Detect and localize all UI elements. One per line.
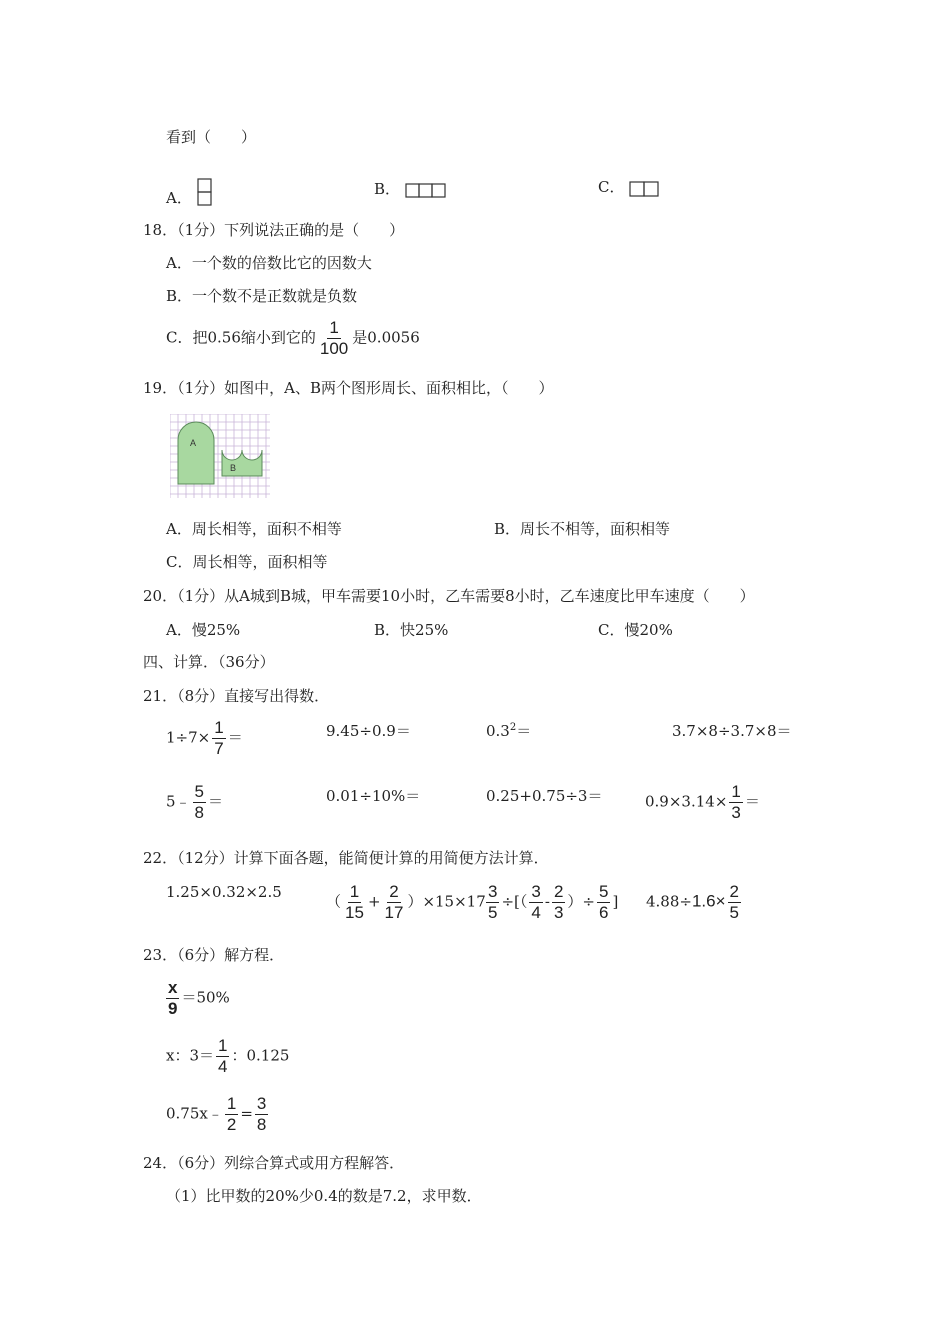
denominator: 17 bbox=[384, 903, 404, 922]
q21-expr-2: 9.45÷0.9＝ bbox=[326, 722, 411, 740]
fraction bbox=[225, 1094, 238, 1135]
fraction bbox=[383, 882, 406, 923]
expr-text: 1÷7× bbox=[166, 728, 211, 747]
denominator: 4 bbox=[218, 1057, 228, 1076]
expr-text: ）÷ bbox=[567, 892, 595, 911]
q21-expr-8 bbox=[645, 782, 760, 823]
fraction bbox=[486, 882, 499, 923]
fraction bbox=[318, 318, 350, 359]
view-three-squares-row-icon bbox=[405, 183, 449, 199]
shape-b-label: B bbox=[230, 463, 237, 473]
section-heading: 四、计算．（36分） bbox=[143, 653, 275, 671]
q20-stem: 20．（1分）从A城到B城，甲车需要10小时，乙车需要8小时，乙车速度比甲车速度（ ） bbox=[143, 587, 755, 605]
numerator: 3 bbox=[256, 1094, 267, 1113]
numerator: 2 bbox=[729, 882, 739, 901]
expr-text: 0.9×3.14× bbox=[645, 792, 728, 811]
expr-text: 1.6× bbox=[691, 891, 726, 911]
expr-text: 0.3 bbox=[486, 722, 510, 740]
q20-option-c[interactable]: C．慢20% bbox=[598, 621, 673, 639]
view-two-squares-row-icon bbox=[629, 181, 661, 197]
option-label: A． bbox=[166, 189, 192, 207]
denominator: 5 bbox=[488, 903, 498, 922]
fraction bbox=[216, 1036, 229, 1077]
expr-text: ＝ bbox=[744, 792, 760, 811]
q19-option-a[interactable]: A．周长相等，面积不相等 bbox=[166, 520, 342, 538]
fraction bbox=[529, 882, 542, 923]
numerator: 1 bbox=[349, 882, 360, 901]
q22-expr-3 bbox=[484, 882, 618, 923]
view-vertical-two-squares-icon bbox=[197, 178, 213, 208]
q18-stem: 18．（1分）下列说法正确的是（ ） bbox=[143, 221, 405, 239]
numerator: 3 bbox=[488, 882, 498, 901]
numerator: 1 bbox=[731, 782, 741, 801]
expr-text: ＝ bbox=[516, 722, 532, 740]
q23-stem: 23．（6分）解方程． bbox=[143, 946, 285, 964]
denominator: 9 bbox=[168, 999, 178, 1018]
q18-option-a[interactable]: A．一个数的倍数比它的因数大 bbox=[166, 254, 372, 272]
q23-equation-1 bbox=[164, 978, 230, 1019]
q23-equation-3 bbox=[166, 1094, 270, 1135]
denominator: 3 bbox=[553, 903, 564, 922]
expr-text: ÷[（ bbox=[501, 892, 528, 911]
fraction bbox=[597, 882, 610, 923]
q21-expr-7: 0.25+0.75÷3＝ bbox=[486, 787, 603, 805]
fraction bbox=[728, 882, 741, 923]
q17-option-a[interactable] bbox=[166, 178, 213, 208]
numerator: 1 bbox=[226, 1094, 237, 1113]
q19-option-c[interactable]: C．周长相等，面积相等 bbox=[166, 553, 328, 571]
expr-text: 5﹣ bbox=[166, 792, 191, 811]
option-c-prefix: C．把0.56缩小到它的 bbox=[166, 328, 316, 347]
denominator: 4 bbox=[531, 903, 541, 922]
fraction bbox=[552, 882, 565, 923]
fraction bbox=[255, 1094, 268, 1135]
expr-text: ] bbox=[612, 892, 619, 911]
q19-grid-figure bbox=[170, 414, 270, 498]
denominator: 3 bbox=[731, 803, 741, 822]
q21-expr-6: 0.01÷10%＝ bbox=[326, 787, 421, 805]
numerator: 5 bbox=[194, 782, 205, 801]
q22-expr-2 bbox=[326, 882, 486, 923]
numerator: 1 bbox=[329, 318, 339, 337]
q21-stem: 21．（8分）直接写出得数． bbox=[143, 687, 330, 705]
fraction bbox=[729, 782, 742, 823]
expr-text: - bbox=[544, 892, 550, 911]
expr-text: 0.75x﹣ bbox=[166, 1104, 223, 1123]
expr-text: ：0.125 bbox=[231, 1046, 290, 1065]
denominator: 7 bbox=[214, 739, 224, 758]
q18-option-b[interactable]: B．一个数不是正数就是负数 bbox=[166, 287, 358, 305]
expr-text: （ bbox=[326, 892, 342, 911]
option-c-suffix: 是0.0056 bbox=[352, 328, 420, 347]
expr-text: + bbox=[367, 892, 381, 911]
q17-tail-text: 看到（ ） bbox=[166, 128, 257, 146]
q20-option-a[interactable]: A．慢25% bbox=[166, 621, 241, 639]
denominator: 5 bbox=[729, 903, 739, 922]
denominator: 8 bbox=[194, 803, 205, 822]
expr-text: = bbox=[240, 1104, 253, 1123]
expr-text: ＝ bbox=[227, 728, 243, 747]
q19-option-b[interactable]: B．周长不相等，面积相等 bbox=[494, 520, 671, 538]
q21-expr-4: 3.7×8÷3.7×8＝ bbox=[672, 722, 792, 740]
numerator: 1 bbox=[214, 718, 224, 737]
q22-stem: 22．（12分）计算下面各题，能简便计算的用简便方法计算． bbox=[143, 849, 549, 867]
q22-expr-4 bbox=[646, 882, 743, 923]
q21-expr-3 bbox=[486, 720, 531, 741]
q23-equation-2 bbox=[166, 1036, 289, 1077]
fraction bbox=[193, 782, 206, 823]
q17-option-b[interactable] bbox=[374, 178, 449, 199]
numerator: 2 bbox=[553, 882, 564, 901]
shape-a-label: A bbox=[190, 438, 197, 448]
numerator: 2 bbox=[389, 882, 399, 901]
expr-text: x：3＝ bbox=[166, 1046, 215, 1065]
q17-option-c[interactable] bbox=[598, 176, 661, 197]
fraction bbox=[343, 882, 366, 923]
q21-expr-5 bbox=[166, 782, 223, 823]
numerator: x bbox=[168, 978, 178, 997]
exponent: 2 bbox=[509, 722, 517, 733]
q24-part-1: （1）比甲数的20%少0.4的数是7.2，求甲数． bbox=[166, 1187, 482, 1205]
q20-option-b[interactable]: B．快25% bbox=[374, 621, 449, 639]
denominator: 100 bbox=[319, 339, 349, 358]
denominator: 6 bbox=[598, 903, 609, 922]
q21-expr-1 bbox=[166, 718, 243, 759]
denominator: 15 bbox=[345, 903, 364, 922]
q22-expr-1: 1.25×0.32×2.5 bbox=[166, 883, 282, 901]
option-label: C． bbox=[598, 178, 625, 196]
fraction bbox=[166, 978, 179, 1019]
q24-stem: 24．（6分）列综合算式或用方程解答． bbox=[143, 1154, 405, 1172]
option-label: B． bbox=[374, 180, 401, 198]
denominator: 8 bbox=[256, 1115, 267, 1134]
expr-text: ＝50% bbox=[181, 988, 230, 1007]
fraction bbox=[212, 718, 225, 759]
denominator: 2 bbox=[226, 1115, 237, 1134]
q19-stem: 19．（1分）如图中，A、B两个图形周长、面积相比，（ ） bbox=[143, 379, 554, 397]
numerator: 1 bbox=[218, 1036, 228, 1055]
expr-text: 4.88÷ bbox=[646, 892, 692, 911]
q18-option-c[interactable] bbox=[166, 318, 420, 359]
numerator: 3 bbox=[531, 882, 541, 901]
numerator: 5 bbox=[598, 882, 609, 901]
expr-text: ）×15×17 bbox=[407, 892, 486, 911]
expr-text: ＝ bbox=[208, 792, 224, 811]
